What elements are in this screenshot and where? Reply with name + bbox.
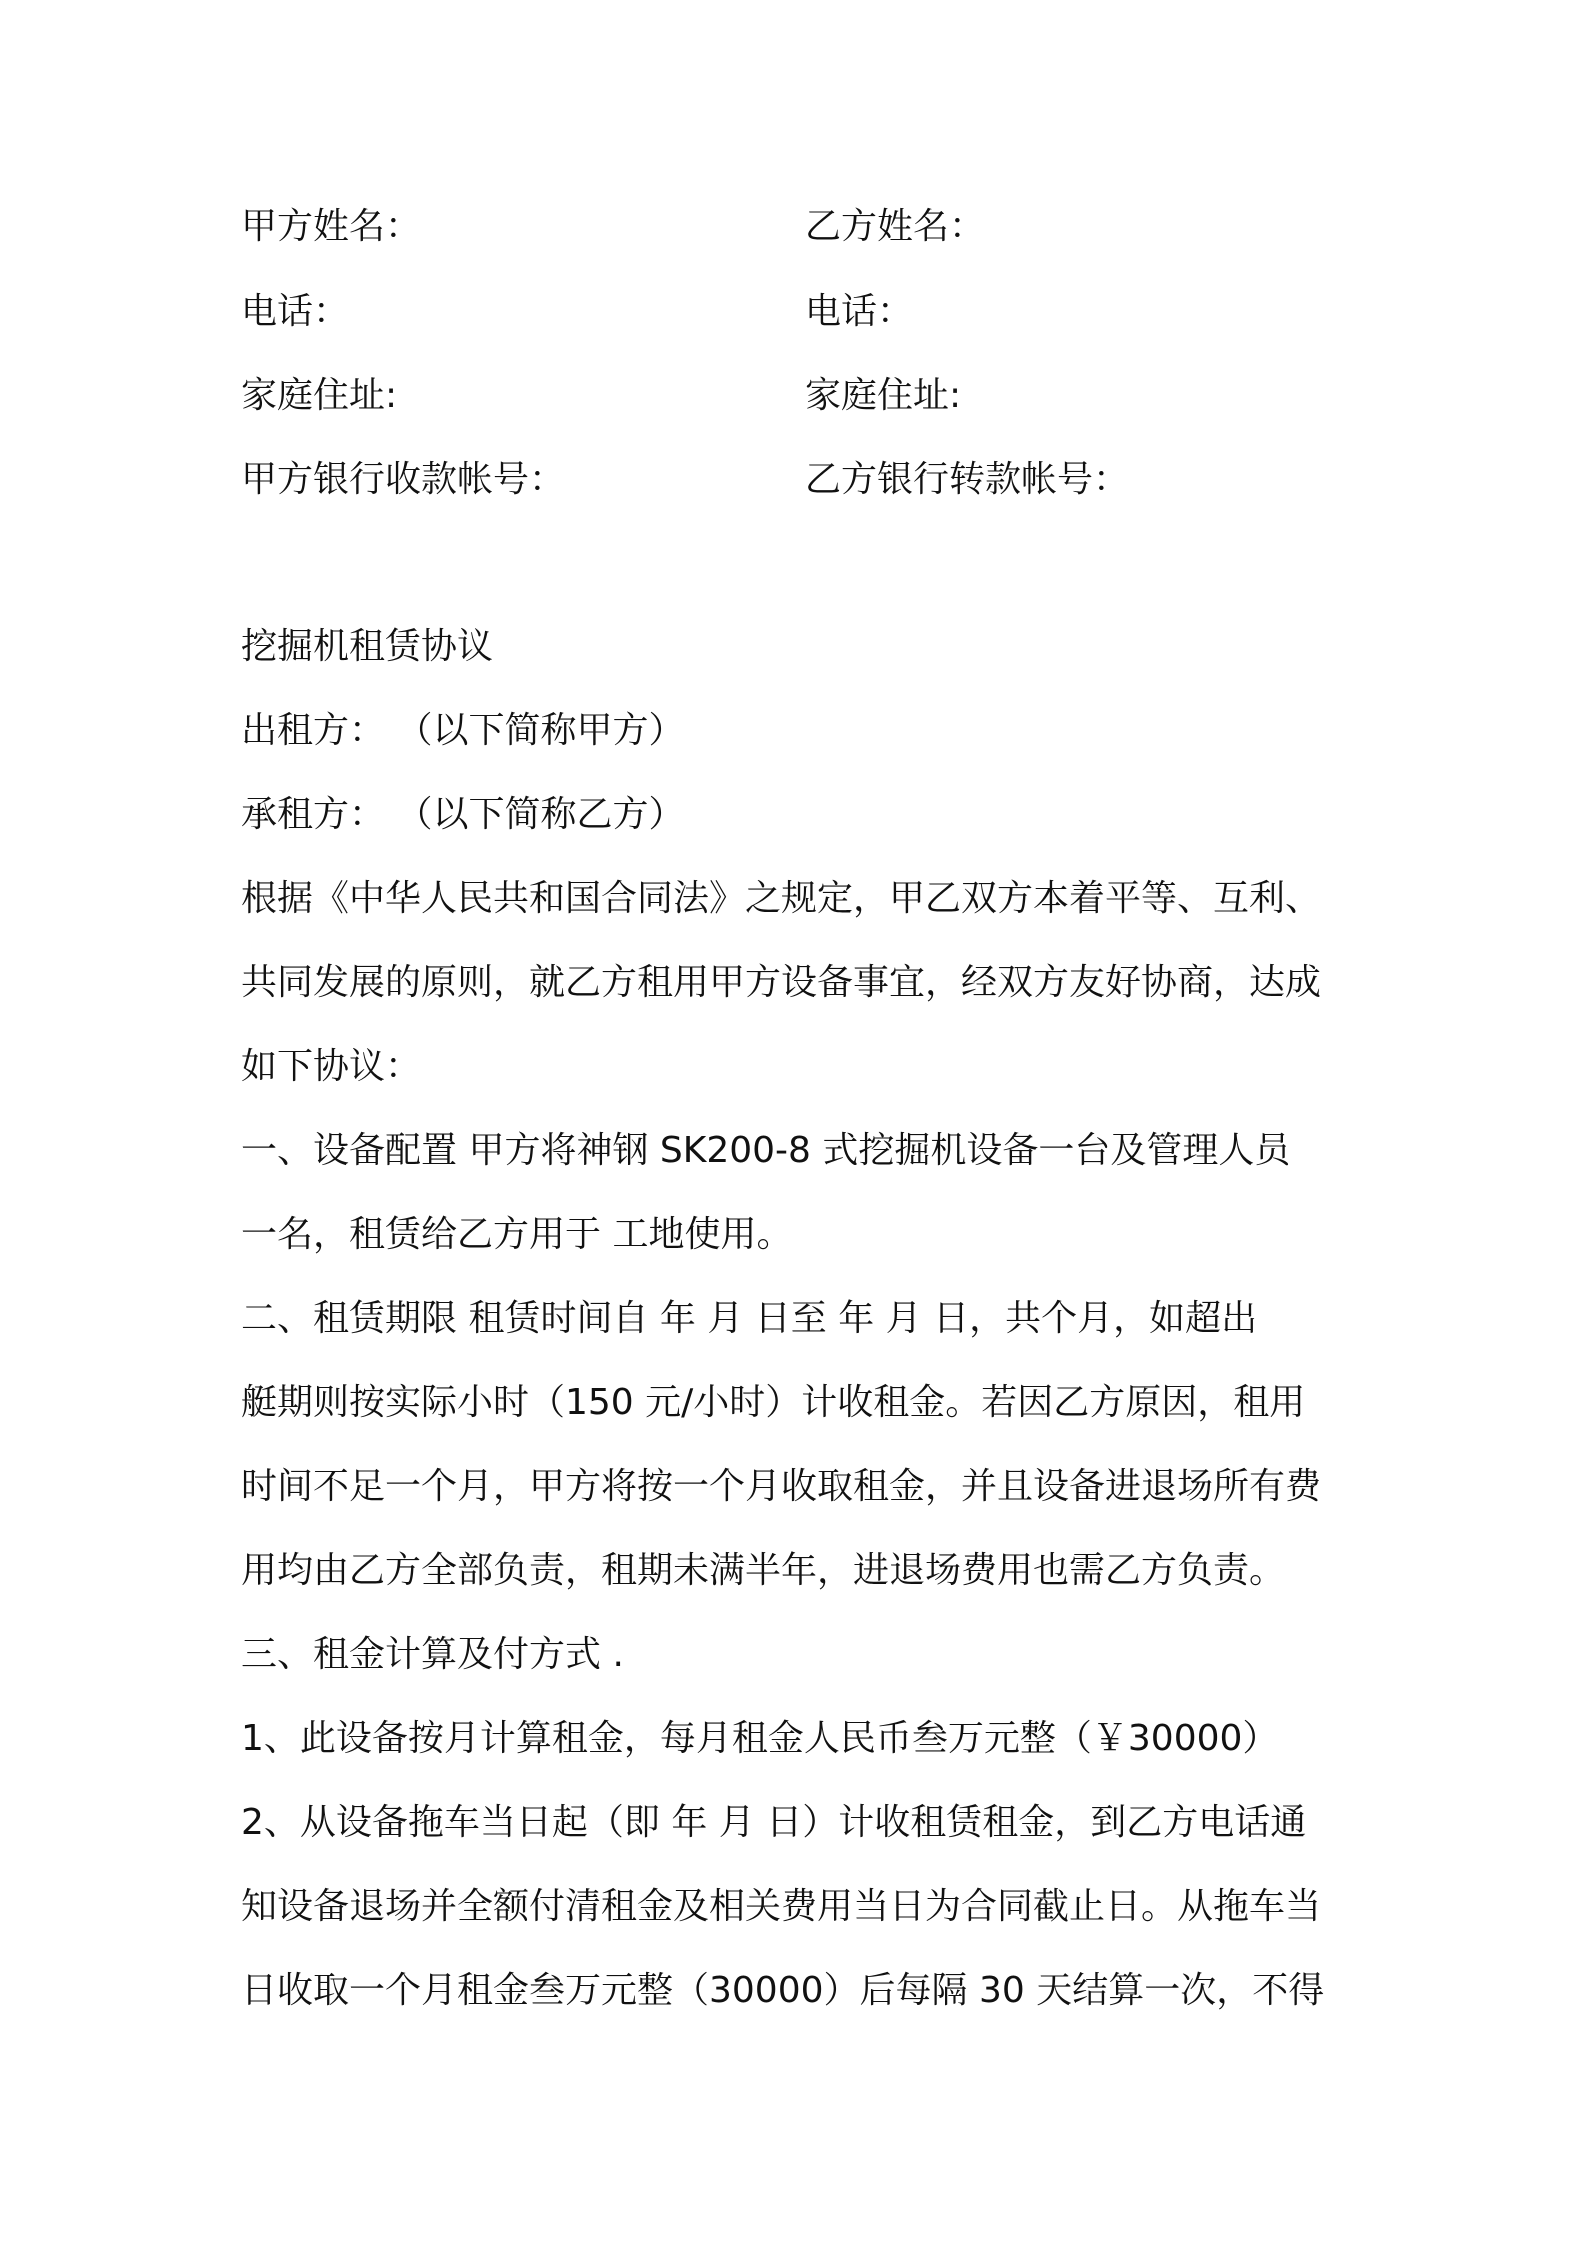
- paragraph-line: 用均由乙方全部负责，租期未满半年，进退场费用也需乙方负责。: [241, 1550, 1286, 1591]
- paragraph-line: 1、此设备按月计算租金，每月租金人民币叁万元整（￥30000）: [241, 1718, 1279, 1759]
- party-name-row: [241, 197, 1361, 257]
- paragraph-line: 时间不足一个月，甲方将按一个月收取租金，并且设备进退场所有费: [241, 1466, 1322, 1507]
- party-address-row: [241, 366, 1361, 426]
- paragraph-line: 根据《中华人民共和国合同法》之规定，甲乙双方本着平等、互利、: [241, 878, 1322, 919]
- party-a-bank-label: 甲方银行收款帐号：: [241, 459, 566, 500]
- paragraph-line: 一名，租赁给乙方用于 工地使用。: [241, 1214, 793, 1255]
- paragraph-line: 二、租赁期限 租赁时间自 年 月 日至 年 月 日，共个月，如超出: [241, 1298, 1258, 1339]
- paragraph-line: 共同发展的原则，就乙方租用甲方设备事宜，经双方友好协商，达成: [241, 962, 1322, 1003]
- lessee-line: 承租方： （以下简称乙方）: [241, 794, 685, 835]
- paragraph-line: 2、从设备拖车当日起（即 年 月 日）计收租赁租金，到乙方电话通: [241, 1802, 1307, 1843]
- paragraph-line: 日收取一个月租金叁万元整（30000）后每隔 30 天结算一次，不得: [241, 1970, 1325, 2011]
- party-a-address-label: 家庭住址:: [241, 375, 398, 416]
- paragraph-line: 知设备退场并全额付清租金及相关费用当日为合同截止日。从拖车当: [241, 1886, 1322, 1927]
- party-b-bank-label: 乙方银行转款帐号：: [805, 459, 1130, 500]
- party-phone-row: [241, 282, 1361, 342]
- party-bank-row: [241, 450, 1361, 510]
- lessor-line: 出租方： （以下简称甲方）: [241, 710, 685, 751]
- agreement-title: 挖掘机租赁协议: [241, 626, 494, 667]
- party-b-name-label: 乙方姓名：: [805, 206, 986, 247]
- paragraph-line: 如下协议：: [241, 1046, 422, 1087]
- party-b-address-label: 家庭住址:: [805, 375, 962, 416]
- paragraph-line: 艇期则按实际小时（150 元/小时）计收租金。若因乙方原因，租用: [241, 1382, 1306, 1423]
- paragraph-line: 一、设备配置 甲方将神钢 SK200-8 式挖掘机设备一台及管理人员: [241, 1130, 1291, 1171]
- party-a-phone-label: 电话：: [241, 291, 350, 332]
- paragraph-line: 三、租金计算及付方式 .: [241, 1634, 624, 1675]
- party-b-phone-label: 电话：: [805, 291, 914, 332]
- party-a-name-label: 甲方姓名：: [241, 206, 422, 247]
